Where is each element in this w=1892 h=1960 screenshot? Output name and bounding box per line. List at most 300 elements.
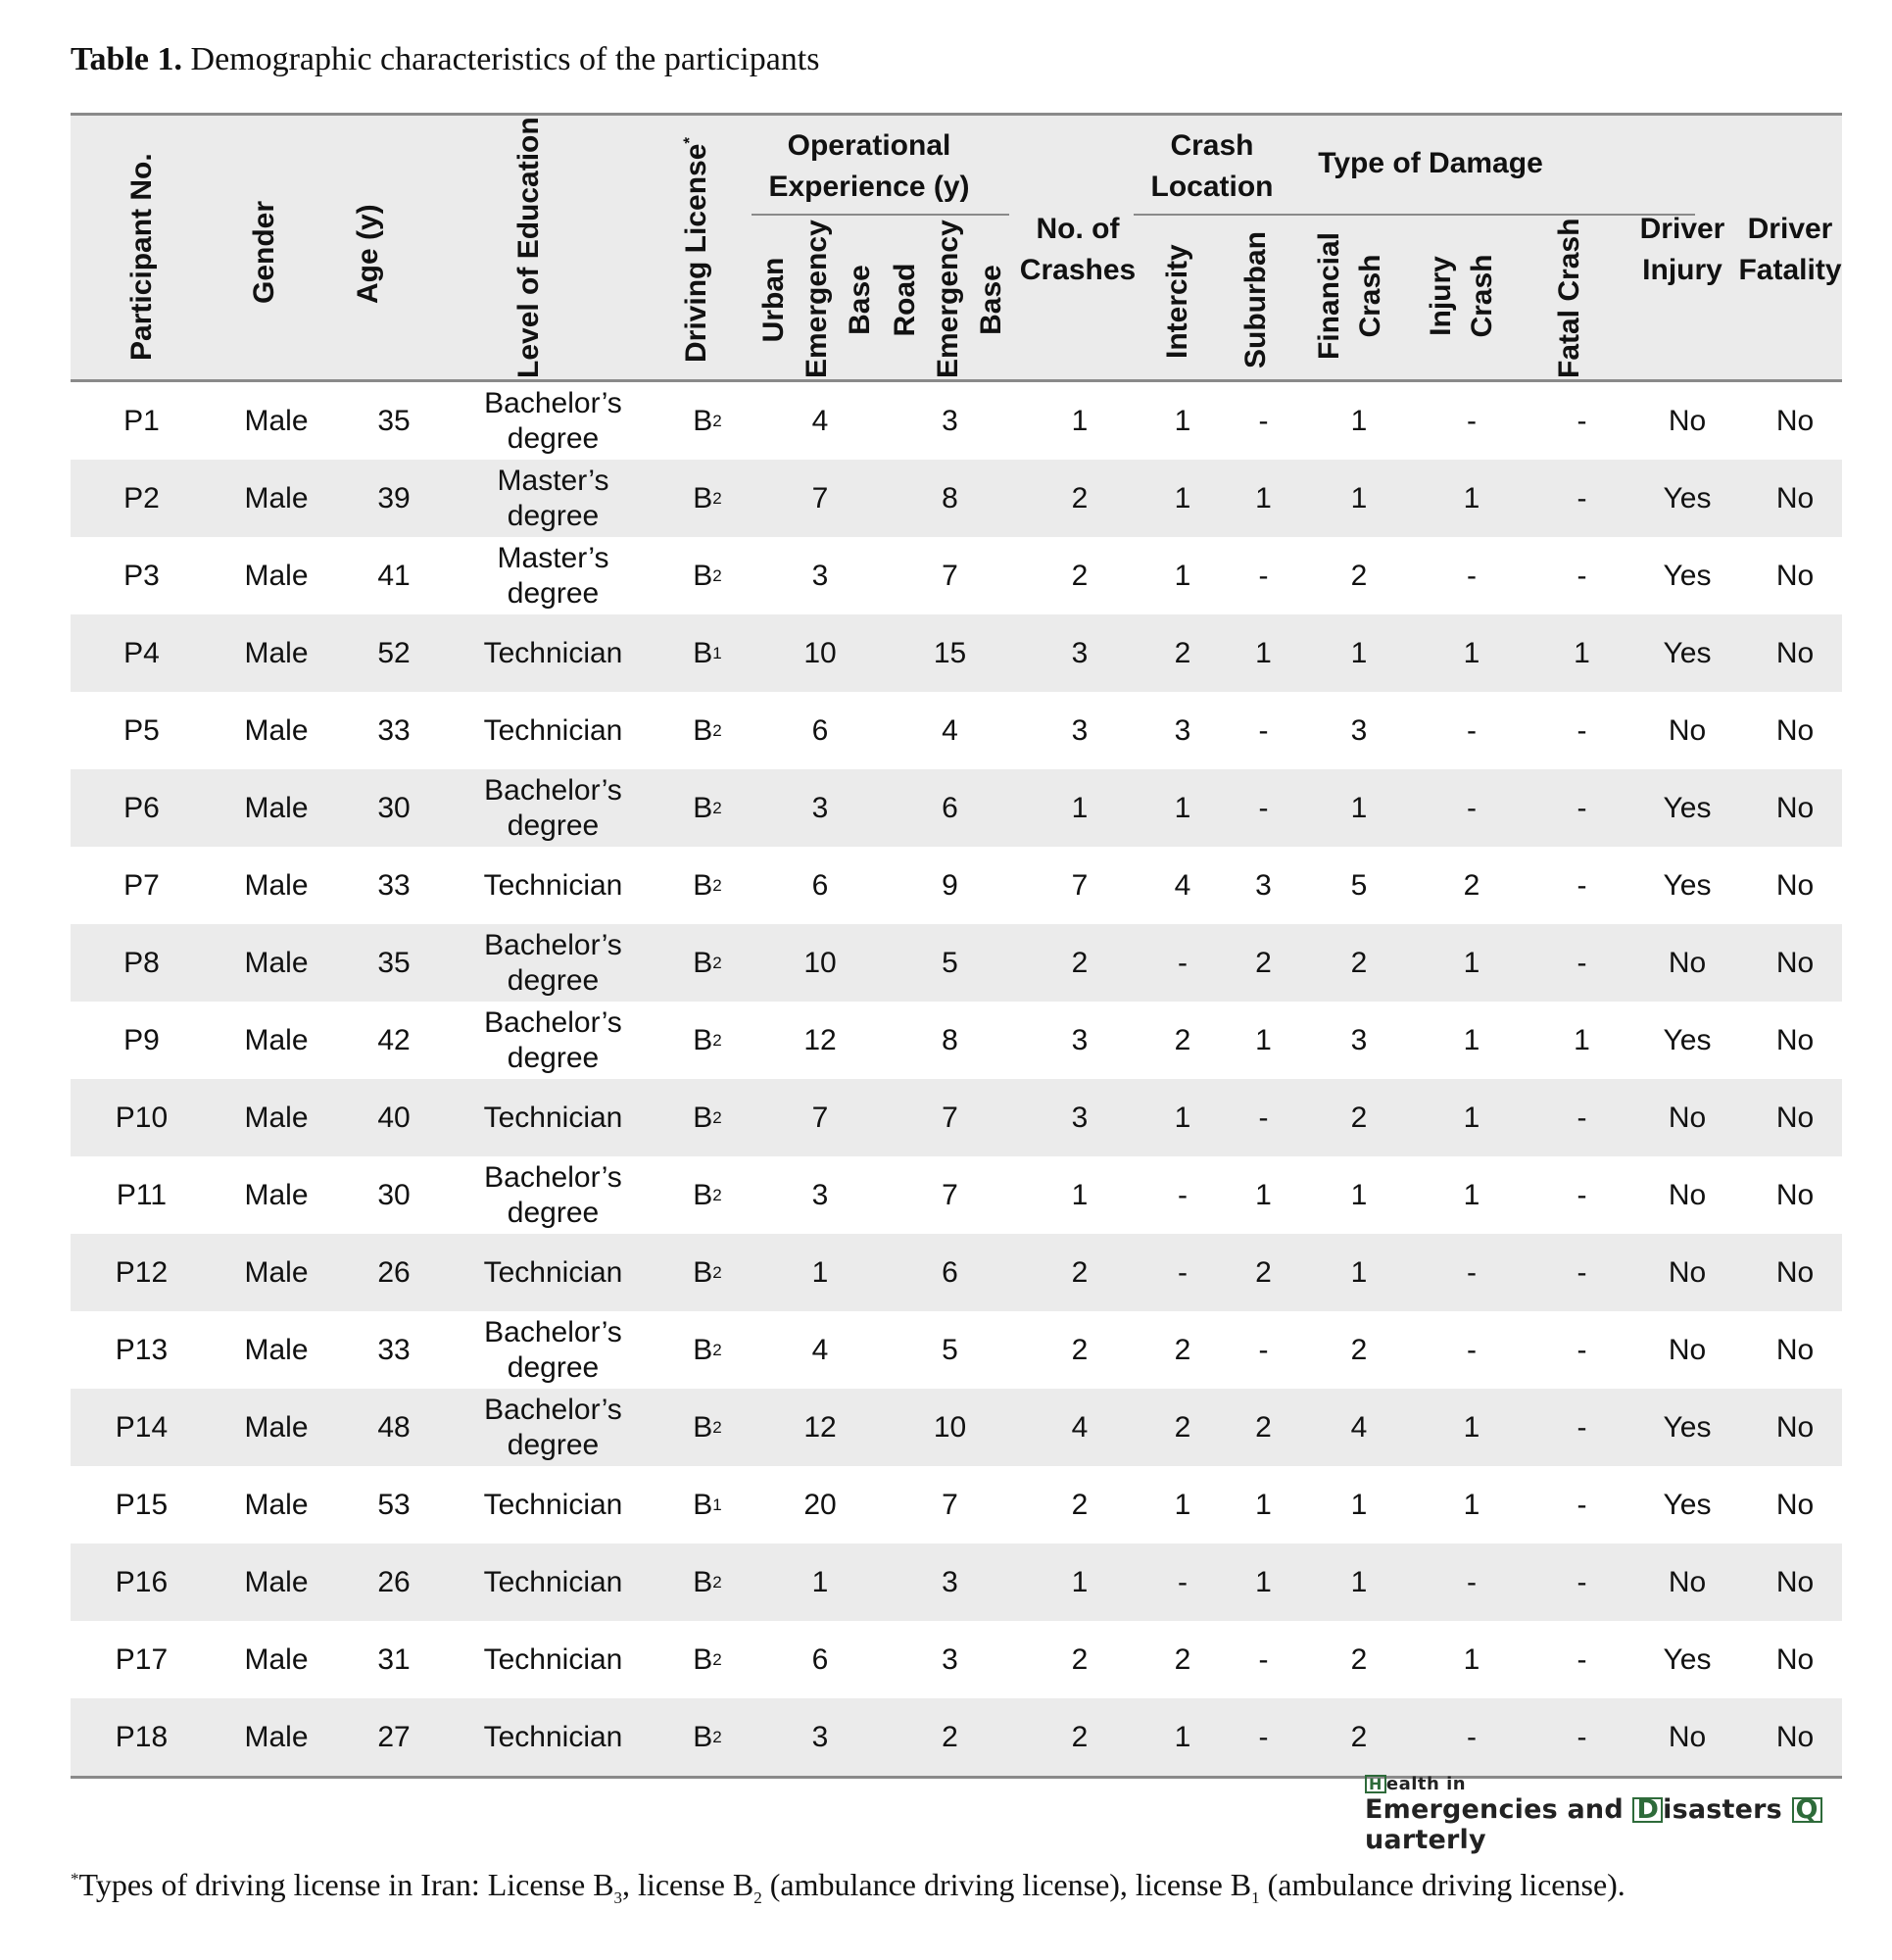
- header-driver-injury: [1628, 209, 1736, 291]
- cell-license: [658, 692, 756, 769]
- cell-license: [658, 382, 756, 460]
- cell-education: [448, 1311, 658, 1389]
- license-letter: B: [693, 1488, 713, 1521]
- cell-participant: P6: [123, 791, 160, 824]
- header-fatality-2: Fatality: [1738, 254, 1842, 286]
- cell-license: [658, 460, 756, 537]
- cell-education: [448, 537, 658, 614]
- cell-intercity: 4: [1174, 868, 1191, 902]
- cell-road: 7: [942, 1101, 958, 1134]
- header-intercity: Intercity: [1161, 244, 1193, 359]
- cell-driver-fatality: No: [1775, 791, 1815, 824]
- cell-gender: Male: [244, 713, 309, 747]
- education-line2: degree: [507, 1350, 600, 1384]
- license-subscript: 2: [712, 488, 722, 508]
- cell-injury-crash: -: [1467, 791, 1477, 824]
- cell-suburban: -: [1258, 559, 1269, 592]
- cell-education: [448, 847, 658, 924]
- header-education: Level of Education: [512, 117, 545, 378]
- cell-fatal: -: [1577, 1642, 1587, 1676]
- cell-license: [658, 1698, 756, 1776]
- cell-license: [658, 1156, 756, 1234]
- footnote: [71, 1867, 1625, 1908]
- journal-logo: [1365, 1774, 1892, 1855]
- logo-word3: uarterly: [1365, 1825, 1486, 1855]
- license-letter: B: [693, 1333, 713, 1366]
- cell-urban: 10: [803, 636, 837, 669]
- cell-financial: 3: [1350, 713, 1368, 747]
- cell-education: [448, 1389, 658, 1466]
- cell-injury-crash: 1: [1463, 1101, 1480, 1134]
- header-road-2: Emergency: [932, 220, 964, 378]
- cell-urban: 10: [803, 946, 837, 979]
- cell-injury-crash: 1: [1463, 1410, 1480, 1444]
- cell-gender: Male: [244, 946, 309, 979]
- logo-word1: Emergencies and: [1365, 1794, 1633, 1825]
- header-loc-1: Crash: [1170, 129, 1254, 162]
- education-line2: degree: [507, 576, 600, 610]
- cell-intercity: -: [1178, 1255, 1188, 1289]
- cell-suburban: 1: [1255, 1023, 1272, 1056]
- education-line2: degree: [507, 499, 600, 532]
- cell-road: 7: [942, 1178, 958, 1211]
- cell-intercity: 1: [1174, 1101, 1191, 1134]
- license-subscript: 2: [712, 798, 722, 817]
- header-op-line2: Experience (y): [768, 171, 970, 203]
- cell-education: [448, 1466, 658, 1544]
- cell-education: [448, 614, 658, 692]
- cell-license: [658, 1002, 756, 1079]
- table-row: [71, 1079, 1842, 1156]
- cell-intercity: 2: [1174, 636, 1191, 669]
- cell-road: 3: [942, 404, 958, 437]
- table-row: [71, 1311, 1842, 1389]
- cell-crashes: 1: [1071, 1178, 1089, 1211]
- header-loc-2: Location: [1150, 171, 1274, 203]
- cell-crashes: 2: [1071, 1255, 1089, 1289]
- header-fin-2: Crash: [1354, 254, 1386, 338]
- cell-license: [658, 924, 756, 1002]
- header-fatal: Fatal Crash: [1553, 218, 1585, 378]
- cell-gender: Male: [244, 1333, 309, 1366]
- header-op-rule: [752, 214, 1009, 216]
- cell-education: [448, 1544, 658, 1621]
- cell-fatal: -: [1577, 1565, 1587, 1598]
- license-subscript: 1: [712, 643, 722, 662]
- cell-road: 5: [942, 1333, 958, 1366]
- cell-injury-crash: -: [1467, 1565, 1477, 1598]
- education-line1: Technician: [483, 1488, 623, 1521]
- cell-injury-crash: 1: [1463, 636, 1480, 669]
- cell-driver-fatality: No: [1775, 1410, 1815, 1444]
- cell-injury-crash: 1: [1463, 946, 1480, 979]
- cell-urban: 3: [811, 1178, 829, 1211]
- cell-urban: 3: [811, 1720, 829, 1753]
- header-license: [670, 137, 716, 363]
- cell-injury-crash: 1: [1463, 1178, 1480, 1211]
- cell-age: 30: [377, 1178, 411, 1211]
- header-suburban: Suburban: [1239, 231, 1272, 368]
- cell-suburban: 1: [1255, 636, 1272, 669]
- cell-crashes: 3: [1071, 1101, 1089, 1134]
- cell-fatal: -: [1577, 404, 1587, 437]
- cell-financial: 2: [1350, 1642, 1368, 1676]
- cell-participant: P11: [116, 1178, 168, 1211]
- cell-suburban: 1: [1255, 481, 1272, 514]
- header-urban-3: Base: [844, 265, 876, 335]
- cell-intercity: 1: [1174, 1720, 1191, 1753]
- cell-age: 41: [377, 559, 411, 592]
- cell-driver-fatality: No: [1775, 1255, 1815, 1289]
- cell-license: [658, 1234, 756, 1311]
- cell-fatal: -: [1577, 1720, 1587, 1753]
- cell-road: 5: [942, 946, 958, 979]
- header-financial: [1309, 227, 1391, 365]
- license-letter: B: [693, 1255, 713, 1289]
- cell-road: 3: [942, 1565, 958, 1598]
- education-line1: Bachelor’s: [484, 1005, 622, 1039]
- cell-financial: 1: [1350, 1565, 1368, 1598]
- cell-financial: 1: [1350, 404, 1368, 437]
- cell-age: 35: [377, 404, 411, 437]
- cell-fatal: -: [1577, 1488, 1587, 1521]
- demographics-table: [71, 113, 1842, 1779]
- license-subscript: 2: [712, 411, 722, 430]
- cell-age: 31: [377, 1642, 411, 1676]
- license-subscript: 2: [712, 1727, 722, 1746]
- license-letter: B: [693, 713, 713, 747]
- cell-suburban: -: [1258, 1720, 1269, 1753]
- license-letter: B: [693, 1023, 713, 1056]
- education-line1: Technician: [483, 1565, 623, 1598]
- cell-injury-crash: 1: [1463, 481, 1480, 514]
- cell-gender: Male: [244, 1410, 309, 1444]
- license-subscript: 2: [712, 1030, 722, 1050]
- cell-crashes: 1: [1071, 1565, 1089, 1598]
- cell-driver-injury: No: [1668, 1720, 1707, 1753]
- cell-injury-crash: -: [1467, 713, 1477, 747]
- cell-intercity: 2: [1174, 1642, 1191, 1676]
- cell-license: [658, 1311, 756, 1389]
- cell-gender: Male: [244, 559, 309, 592]
- education-line1: Technician: [483, 636, 623, 669]
- cell-injury-crash: -: [1467, 559, 1477, 592]
- cell-education: [448, 769, 658, 847]
- cell-financial: 2: [1350, 946, 1368, 979]
- cell-fatal: -: [1577, 1178, 1587, 1211]
- table-row: [71, 537, 1842, 614]
- cell-participant: P9: [123, 1023, 160, 1056]
- header-road: [884, 221, 1013, 378]
- header-injury-crash: [1421, 227, 1503, 365]
- cell-driver-fatality: No: [1775, 1642, 1815, 1676]
- caption-label: Table 1.: [71, 41, 183, 77]
- cell-driver-injury: Yes: [1663, 559, 1712, 592]
- header-fin-1: Financial: [1313, 231, 1345, 361]
- cell-gender: Male: [244, 1642, 309, 1676]
- cell-driver-fatality: No: [1775, 636, 1815, 669]
- cell-intercity: 2: [1174, 1410, 1191, 1444]
- cell-urban: 7: [811, 481, 829, 514]
- header-license-mark: *: [680, 136, 699, 144]
- license-letter: B: [693, 791, 713, 824]
- table-row: [71, 1621, 1842, 1698]
- cell-road: 10: [933, 1410, 967, 1444]
- license-letter: B: [693, 559, 713, 592]
- table-body: [71, 382, 1842, 1776]
- license-letter: B: [693, 1178, 713, 1211]
- header-op-line1: Operational: [787, 129, 951, 162]
- education-line2: degree: [507, 808, 600, 842]
- education-line2: degree: [507, 421, 600, 455]
- license-letter: B: [693, 404, 713, 437]
- cell-driver-fatality: No: [1775, 1333, 1815, 1366]
- cell-suburban: -: [1258, 1101, 1269, 1134]
- cell-suburban: 2: [1255, 946, 1272, 979]
- cell-age: 42: [377, 1023, 411, 1056]
- cell-suburban: 1: [1255, 1565, 1272, 1598]
- footnote-part2: , license B: [622, 1867, 754, 1902]
- cell-crashes: 1: [1071, 404, 1089, 437]
- cell-urban: 1: [811, 1565, 829, 1598]
- header-crash-location: [1134, 125, 1290, 208]
- cell-driver-injury: Yes: [1663, 1642, 1712, 1676]
- education-line1: Technician: [483, 1642, 623, 1676]
- cell-financial: 2: [1350, 559, 1368, 592]
- cell-suburban: 1: [1255, 1488, 1272, 1521]
- cell-suburban: -: [1258, 404, 1269, 437]
- cell-suburban: -: [1258, 1333, 1269, 1366]
- cell-driver-injury: No: [1668, 946, 1707, 979]
- cell-driver-fatality: No: [1775, 868, 1815, 902]
- cell-road: 7: [942, 1488, 958, 1521]
- cell-education: [448, 1079, 658, 1156]
- cell-crashes: 3: [1071, 1023, 1089, 1056]
- cell-suburban: 2: [1255, 1410, 1272, 1444]
- cell-urban: 12: [803, 1023, 837, 1056]
- cell-education: [448, 1698, 658, 1776]
- license-subscript: 2: [712, 565, 722, 585]
- cell-fatal: -: [1577, 559, 1587, 592]
- cell-suburban: 1: [1255, 1178, 1272, 1211]
- header-driver-fatality: [1736, 209, 1844, 291]
- header-loc-rule: [1134, 214, 1284, 216]
- cell-fatal: 1: [1574, 636, 1590, 669]
- cell-fatal: -: [1577, 1255, 1587, 1289]
- license-subscript: 2: [712, 1572, 722, 1592]
- cell-driver-injury: Yes: [1663, 1410, 1712, 1444]
- cell-participant: P18: [115, 1720, 169, 1753]
- cell-driver-injury: Yes: [1663, 636, 1712, 669]
- cell-fatal: -: [1577, 1410, 1587, 1444]
- logo-line1-text: ealth in: [1385, 1774, 1467, 1794]
- cell-driver-fatality: No: [1775, 1101, 1815, 1134]
- education-line1: Bachelor’s: [484, 928, 622, 961]
- cell-education: [448, 1621, 658, 1698]
- cell-license: [658, 1544, 756, 1621]
- education-line1: Bachelor’s: [484, 1393, 622, 1426]
- cell-driver-injury: No: [1668, 404, 1707, 437]
- cell-suburban: -: [1258, 791, 1269, 824]
- education-line1: Technician: [483, 713, 623, 747]
- logo-letter-h: H: [1365, 1775, 1386, 1793]
- license-letter: B: [693, 946, 713, 979]
- cell-driver-injury: Yes: [1663, 868, 1712, 902]
- cell-gender: Male: [244, 636, 309, 669]
- license-subscript: 2: [712, 953, 722, 972]
- cell-intercity: 2: [1174, 1333, 1191, 1366]
- cell-driver-injury: Yes: [1663, 791, 1712, 824]
- footnote-sub3: 1: [1251, 1888, 1260, 1907]
- cell-financial: 1: [1350, 791, 1368, 824]
- cell-crashes: 7: [1071, 868, 1089, 902]
- cell-financial: 1: [1350, 1488, 1368, 1521]
- education-line2: degree: [507, 963, 600, 997]
- cell-road: 2: [942, 1720, 958, 1753]
- cell-gender: Male: [244, 1488, 309, 1521]
- education-line1: Bachelor’s: [484, 1315, 622, 1348]
- header-crashes: [1009, 209, 1146, 291]
- cell-crashes: 2: [1071, 1720, 1089, 1753]
- cell-financial: 1: [1350, 481, 1368, 514]
- cell-gender: Male: [244, 1178, 309, 1211]
- header-road-3: Base: [975, 265, 1007, 335]
- table-row: [71, 1544, 1842, 1621]
- education-line1: Technician: [483, 868, 623, 902]
- cell-suburban: 3: [1255, 868, 1272, 902]
- footnote-part3: (ambulance driving license), license B: [761, 1867, 1252, 1902]
- license-subscript: 2: [712, 1417, 722, 1437]
- cell-driver-fatality: No: [1775, 1720, 1815, 1753]
- cell-crashes: 1: [1071, 791, 1089, 824]
- license-letter: B: [693, 868, 713, 902]
- license-letter: B: [693, 1565, 713, 1598]
- cell-urban: 6: [811, 868, 829, 902]
- header-inj-1: Injury: [1425, 256, 1457, 336]
- cell-financial: 4: [1350, 1410, 1368, 1444]
- license-letter: B: [693, 1101, 713, 1134]
- education-line1: Technician: [483, 1101, 623, 1134]
- license-subscript: 2: [712, 1340, 722, 1359]
- cell-age: 53: [377, 1488, 411, 1521]
- table-row: [71, 614, 1842, 692]
- cell-driver-fatality: No: [1775, 404, 1815, 437]
- cell-crashes: 2: [1071, 1642, 1089, 1676]
- cell-fatal: -: [1577, 1333, 1587, 1366]
- cell-financial: 1: [1350, 1255, 1368, 1289]
- cell-participant: P14: [115, 1410, 169, 1444]
- cell-fatal: -: [1577, 791, 1587, 824]
- cell-financial: 3: [1350, 1023, 1368, 1056]
- cell-license: [658, 1621, 756, 1698]
- cell-participant: P8: [123, 946, 160, 979]
- cell-education: [448, 924, 658, 1002]
- cell-participant: P12: [115, 1255, 169, 1289]
- cell-injury-crash: 1: [1463, 1642, 1480, 1676]
- cell-financial: 2: [1350, 1333, 1368, 1366]
- table-row: [71, 1002, 1842, 1079]
- cell-financial: 2: [1350, 1720, 1368, 1753]
- cell-financial: 1: [1350, 1178, 1368, 1211]
- cell-urban: 4: [811, 404, 829, 437]
- cell-road: 3: [942, 1642, 958, 1676]
- cell-age: 26: [377, 1255, 411, 1289]
- cell-crashes: 3: [1071, 713, 1089, 747]
- cell-license: [658, 537, 756, 614]
- cell-gender: Male: [244, 1101, 309, 1134]
- cell-financial: 5: [1350, 868, 1368, 902]
- cell-driver-fatality: No: [1775, 1178, 1815, 1211]
- cell-education: [448, 1234, 658, 1311]
- cell-age: 52: [377, 636, 411, 669]
- cell-crashes: 2: [1071, 1333, 1089, 1366]
- cell-driver-injury: No: [1668, 1565, 1707, 1598]
- cell-license: [658, 1389, 756, 1466]
- cell-financial: 2: [1350, 1101, 1368, 1134]
- cell-driver-injury: No: [1668, 1101, 1707, 1134]
- header-road-1: Road: [889, 263, 921, 337]
- cell-road: 4: [942, 713, 958, 747]
- header-injury-1: Driver: [1639, 213, 1725, 245]
- cell-age: 33: [377, 713, 411, 747]
- cell-education: [448, 382, 658, 460]
- license-subscript: 2: [712, 1649, 722, 1669]
- cell-crashes: 2: [1071, 559, 1089, 592]
- header-participant: Participant No.: [125, 153, 158, 361]
- cell-age: 27: [377, 1720, 411, 1753]
- table-row: [71, 460, 1842, 537]
- education-line1: Bachelor’s: [484, 1160, 622, 1194]
- cell-participant: P13: [115, 1333, 169, 1366]
- cell-intercity: 3: [1174, 713, 1191, 747]
- cell-injury-crash: -: [1467, 404, 1477, 437]
- cell-participant: P2: [123, 481, 160, 514]
- cell-driver-fatality: No: [1775, 559, 1815, 592]
- footnote-part4: (ambulance driving license).: [1259, 1867, 1625, 1902]
- license-letter: B: [693, 1642, 713, 1676]
- cell-participant: P1: [123, 404, 160, 437]
- cell-intercity: -: [1178, 1565, 1188, 1598]
- cell-gender: Male: [244, 1565, 309, 1598]
- cell-road: 15: [933, 636, 967, 669]
- table-caption: [71, 41, 819, 78]
- cell-gender: Male: [244, 1720, 309, 1753]
- cell-road: 8: [942, 481, 958, 514]
- header-crashes-2: Crashes: [1019, 254, 1137, 286]
- logo-line2: [1365, 1794, 1892, 1855]
- license-letter: B: [693, 1720, 713, 1753]
- cell-gender: Male: [244, 1023, 309, 1056]
- cell-crashes: 2: [1071, 481, 1089, 514]
- footnote-sub1: 3: [613, 1888, 623, 1907]
- table-header: [71, 113, 1842, 382]
- license-subscript: 2: [712, 1185, 722, 1204]
- cell-gender: Male: [244, 404, 309, 437]
- header-inj-2: Crash: [1466, 254, 1498, 338]
- cell-license: [658, 769, 756, 847]
- license-subscript: 2: [712, 1262, 722, 1282]
- table-row: [71, 382, 1842, 460]
- cell-urban: 6: [811, 713, 829, 747]
- cell-participant: P10: [115, 1101, 169, 1134]
- cell-age: 48: [377, 1410, 411, 1444]
- cell-participant: P4: [123, 636, 160, 669]
- cell-fatal: -: [1577, 868, 1587, 902]
- cell-age: 33: [377, 868, 411, 902]
- cell-intercity: 1: [1174, 404, 1191, 437]
- cell-driver-injury: No: [1668, 1178, 1707, 1211]
- logo-letter-d: D: [1632, 1797, 1663, 1823]
